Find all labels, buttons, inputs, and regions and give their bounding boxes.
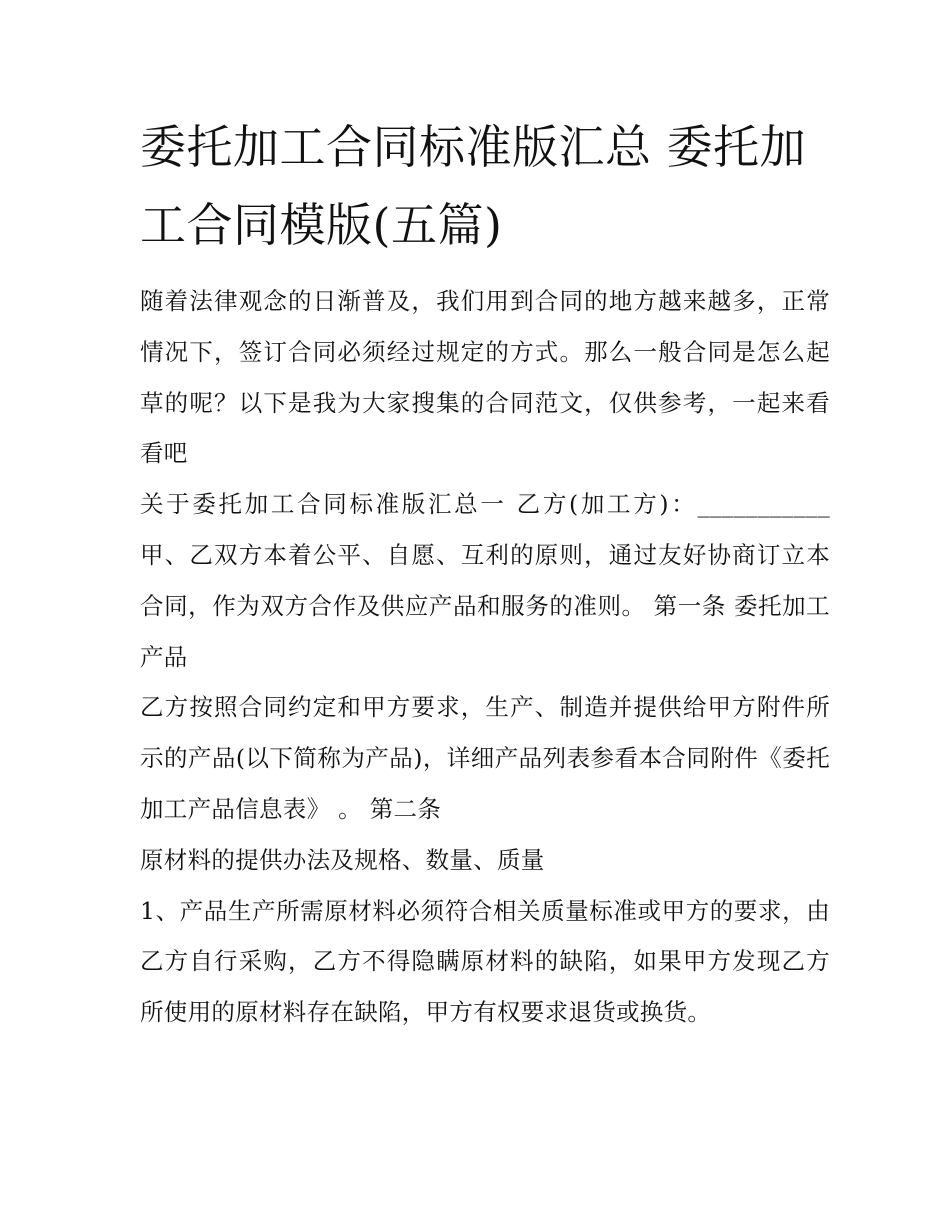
paragraph-materials-clause-1: 1、产品生产所需原材料必须符合相关质量标准或甲方的要求，由乙方自行采购，乙方不得隐瞒原材料的缺陷，如果甲方发现乙方所使用的原材料存在缺陷，甲方有权要求退货或换货。 xyxy=(140,896,830,1027)
document-title: 委托加工合同标准版汇总 委托加工合同模版(五篇) xyxy=(140,120,807,252)
paragraph-materials-heading: 原材料的提供办法及规格、数量、质量 xyxy=(140,845,545,874)
paragraph-intro: 随着法律观念的日渐普及，我们用到合同的地方越来越多，正常情况下，签订合同必须经过规定的方式。那么一般合同是怎么起草的呢？以下是我为大家搜集的合同范文，仅供参考，一起来看看吧 xyxy=(140,287,830,468)
paragraph-contract-one: 关于委托加工合同标准版汇总一 乙方(加工方)：___________ 甲、乙双方本着公平、自愿、互利的原则，通过友好协商订立本合同，作为双方合作及供应产品和服务的准则。 第一条 委托加工产品 xyxy=(140,490,830,671)
document-body xyxy=(140,276,830,1038)
paragraph-products: 乙方按照合同约定和甲方要求，生产、制造并提供给甲方附件所示的产品(以下简称为产品)，详细产品列表参看本合同附件《委托加工产品信息表》 。 第二条 xyxy=(140,693,830,823)
